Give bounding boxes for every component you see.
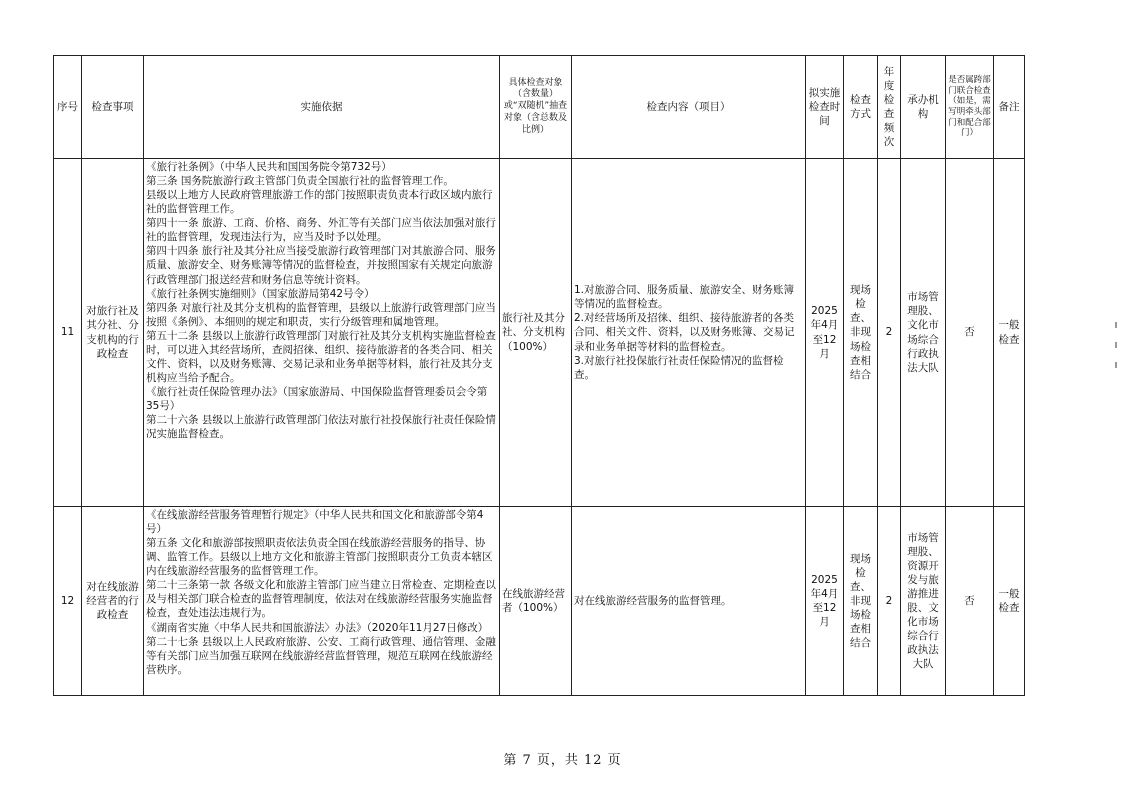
header-row <box>54 56 1025 159</box>
header-method: 检查方式 <box>844 56 878 159</box>
row-remark: 一般检查 <box>994 507 1025 696</box>
basis-line: 第四十一条 旅游、工商、价格、商务、外汇等有关部门应当依法加强对旅行社的监督管理，发现违法行为，应当及时予以处理。 <box>146 217 496 244</box>
row-joint: 否 <box>946 159 994 507</box>
basis-line: 第三条 国务院旅游行政主管部门负责全国旅行社的监督管理工作。 <box>146 175 454 188</box>
row-basis <box>144 507 500 696</box>
row-frequency: 2 <box>878 159 901 507</box>
page-number: 第 7 页，共 12 页 <box>503 753 622 768</box>
content-line: 3.对旅行社投保旅行社责任保险情况的监督检查。 <box>574 354 784 381</box>
scan-edge-mark <box>1115 362 1117 368</box>
row-no: 12 <box>54 507 82 696</box>
row-joint: 否 <box>946 507 994 696</box>
row-agency: 市场管理股、资源开发与旅游推进股、文化市场综合行政执法大队 <box>901 507 946 696</box>
row-content <box>572 507 806 696</box>
basis-line: 第四十四条 旅行社及其分社应当接受旅游行政管理部门对其旅游合同、服务质量、旅游安全、财务账簿等情况的监督检查，并按照国家有关规定向旅游行政管理部门报送经营和财务信息等统计资料。 <box>146 245 496 286</box>
row-object: 旅行社及其分社、分支机构（100%） <box>500 159 572 507</box>
header-object: 具体检查对象（含数量）或“双随机”抽查对象（含总数及比例） <box>500 56 572 159</box>
row-item: 对旅行社及其分社、分支机构的行政检查 <box>82 159 144 507</box>
basis-line: 县级以上地方人民政府管理旅游工作的部门按照职责负责本行政区域内旅行社的监督管理工作。 <box>146 189 493 216</box>
basis-line: 《湖南省实施〈中华人民共和国旅游法〉办法》（2020年11月27日修改） <box>146 621 489 634</box>
basis-line: 《旅行社条例》（中华人民共和国国务院令第732号） <box>146 161 392 173</box>
table-row <box>54 507 1025 696</box>
header-content: 检查内容（项目） <box>572 56 806 159</box>
header-time: 拟实施检查时间 <box>806 56 844 159</box>
basis-line: 第二十三条第一款 各级文化和旅游主管部门应当建立日常检查、定期检查以及与相关部门联合检查的监督管理制度，依法对在线旅游经营服务实施监督检查，查处违法违规行为。 <box>146 579 496 620</box>
header-basis: 实施依据 <box>144 56 500 159</box>
row-time: 2025年4月至12月 <box>806 159 844 507</box>
header-item: 检查事项 <box>82 56 144 159</box>
content-line: 1.对旅游合同、服务质量、旅游安全、财务账簿等情况的监督检查。 <box>574 284 795 311</box>
basis-line: 第五十二条 县级以上旅游行政管理部门对旅行社及其分支机构实施监督检查时，可以进入其经营场所，查阅招徕、组织、接待旅游者的各类合同、相关文件、资料，以及财务账簿、交易记录和业务单据等材料，旅行社及其分支机构应当给予配合。 <box>146 329 496 384</box>
header-joint: 是否属跨部门联合检查（如是，需写明牵头部门和配合部门） <box>946 56 994 159</box>
row-time: 2025年4月至12月 <box>806 507 844 696</box>
row-frequency: 2 <box>878 507 901 696</box>
content-line: 2.对经营场所及招徕、组织、接待旅游者的各类合同、相关文件、资料，以及财务账簿、交易记录和业务单据等材料的监督检查。 <box>574 312 795 353</box>
basis-line: 第二十七条 县级以上人民政府旅游、公安、工商行政管理、通信管理、金融等有关部门应当加强互联网在线旅游经营监督管理，规范互联网在线旅游经营秩序。 <box>146 635 496 676</box>
scan-edge-mark <box>1115 342 1117 348</box>
basis-line: 第五条 文化和旅游部按照职责依法负责全国在线旅游经营服务的指导、协调、监管工作。县级以上地方文化和旅游主管部门按照职责分工负责本辖区内在线旅游经营服务的监督管理工作。 <box>146 537 493 578</box>
basis-line: 第四条 对旅行社及其分支机构的监督管理，县级以上旅游行政管理部门应当按照《条例》、本细则的规定和职责，实行分级管理和属地管理。 <box>146 301 496 328</box>
basis-line: 《在线旅游经营服务管理暂行规定》（中华人民共和国文化和旅游部令第4号） <box>146 509 484 536</box>
row-item: 对在线旅游经营者的行政检查 <box>82 507 144 696</box>
header-no: 序号 <box>54 56 82 159</box>
scan-edge-mark <box>1115 322 1117 328</box>
row-method: 现场检查、非现场检查相结合 <box>844 159 878 507</box>
basis-line: 《旅行社责任保险管理办法》（国家旅游局、中国保险监督管理委员会令第35号） <box>146 386 488 413</box>
content-line: 对在线旅游经营服务的监督管理。 <box>574 594 732 607</box>
header-frequency: 年度检查频次 <box>878 56 901 159</box>
table-row <box>54 159 1025 507</box>
row-remark: 一般检查 <box>994 159 1025 507</box>
header-remark: 备注 <box>994 56 1025 159</box>
basis-line: 《旅行社条例实施细则》（国家旅游局第42号令） <box>146 287 375 300</box>
row-no: 11 <box>54 159 82 507</box>
header-agency: 承办机构 <box>901 56 946 159</box>
basis-line: 第二十六条 县级以上旅游行政管理部门依法对旅行社投保旅行社责任保险情况实施监督检查。 <box>146 414 496 441</box>
row-basis <box>144 159 500 507</box>
row-method: 现场检查、非现场检查相结合 <box>844 507 878 696</box>
row-object: 在线旅游经营者（100%） <box>500 507 572 696</box>
row-content <box>572 159 806 507</box>
inspection-table <box>53 55 1025 696</box>
row-agency: 市场管理股、文化市场综合行政执法大队 <box>901 159 946 507</box>
